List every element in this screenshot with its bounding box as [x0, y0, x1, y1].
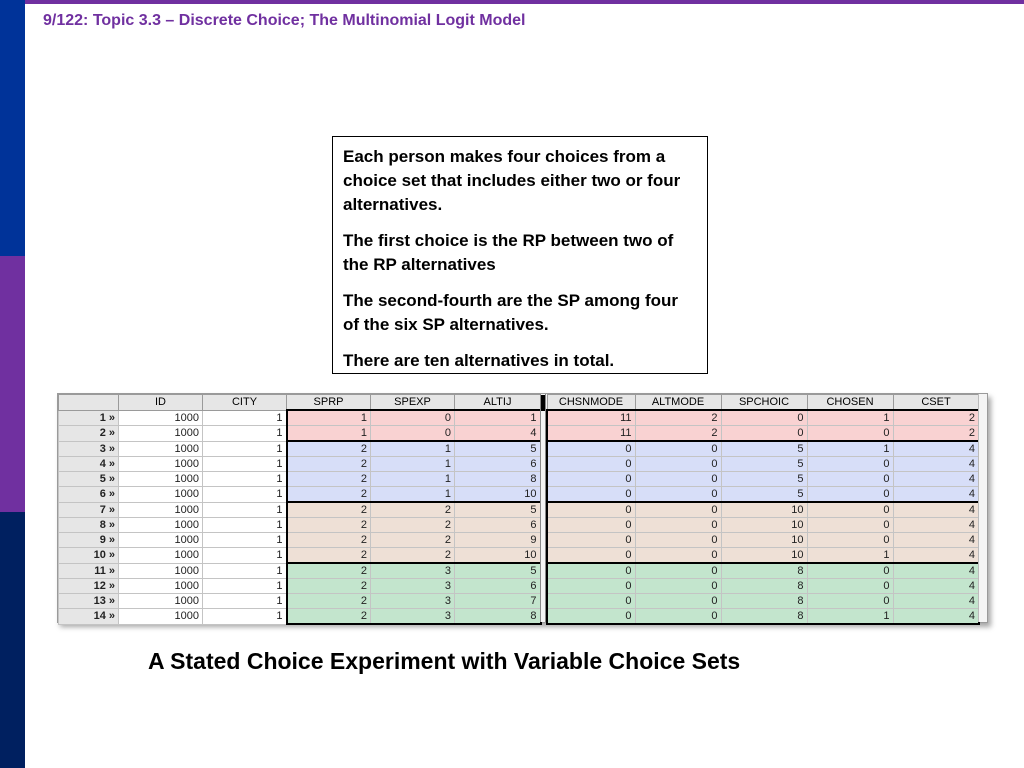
table-cell[interactable]: 3 — [371, 563, 455, 579]
table-cell[interactable]: 1000 — [119, 472, 203, 487]
table-row[interactable] — [547, 594, 979, 609]
table-cell[interactable]: 0 — [721, 410, 807, 426]
table-row[interactable] — [547, 487, 979, 503]
table-cell[interactable]: 0 — [547, 609, 635, 625]
table-cell[interactable]: 2 — [371, 518, 455, 533]
column-header[interactable]: ALTMODE — [635, 395, 721, 411]
column-header[interactable]: CHSNMODE — [547, 395, 635, 411]
slide-caption: A Stated Choice Experiment with Variable Choice Sets — [148, 648, 741, 674]
row-header[interactable]: 3 » — [59, 441, 119, 457]
table-cell[interactable]: 8 — [721, 563, 807, 579]
table-cell[interactable]: 0 — [547, 579, 635, 594]
column-header[interactable]: SPEXP — [371, 395, 455, 411]
table-row[interactable] — [59, 457, 541, 472]
table-cell[interactable]: 2 — [287, 502, 371, 518]
column-header[interactable]: SPCHOIC — [721, 395, 807, 411]
table-row[interactable] — [59, 548, 541, 564]
column-header[interactable]: ALTIJ — [455, 395, 541, 411]
table-cell[interactable]: 4 — [893, 487, 979, 503]
table-cell[interactable]: 1000 — [119, 579, 203, 594]
table-cell[interactable]: 10 — [721, 533, 807, 548]
row-header[interactable]: 9 » — [59, 533, 119, 548]
table-cell[interactable]: 4 — [893, 594, 979, 609]
table-row[interactable] — [59, 518, 541, 533]
row-header[interactable]: 6 » — [59, 487, 119, 503]
table-cell[interactable]: 8 — [721, 579, 807, 594]
table-cell[interactable]: 4 — [455, 426, 541, 442]
table-row[interactable] — [59, 487, 541, 503]
table-cell[interactable]: 5 — [721, 487, 807, 503]
table-cell[interactable]: 1000 — [119, 426, 203, 442]
table-cell[interactable]: 4 — [893, 609, 979, 625]
table-row[interactable] — [547, 548, 979, 564]
grid-corner[interactable] — [59, 395, 119, 411]
notes-box — [332, 136, 708, 374]
table-cell[interactable]: 0 — [547, 441, 635, 457]
table-cell[interactable]: 1 — [203, 594, 287, 609]
table-cell[interactable]: 8 — [721, 594, 807, 609]
row-header[interactable]: 2 » — [59, 426, 119, 442]
top-rule — [0, 0, 1024, 4]
table-cell[interactable]: 9 — [455, 533, 541, 548]
table-row[interactable] — [547, 441, 979, 457]
note-paragraph-3: The second-fourth are the SP among four of the six SP alternatives. — [343, 291, 678, 334]
table-cell[interactable]: 0 — [807, 533, 893, 548]
table-cell[interactable]: 0 — [547, 457, 635, 472]
table-cell[interactable]: 0 — [547, 472, 635, 487]
table-cell[interactable]: 0 — [547, 487, 635, 503]
table-cell[interactable]: 3 — [371, 609, 455, 625]
table-cell[interactable]: 4 — [893, 579, 979, 594]
table-cell[interactable]: 0 — [371, 426, 455, 442]
table-row[interactable] — [59, 502, 541, 518]
table-cell[interactable]: 4 — [893, 502, 979, 518]
table-cell[interactable]: 0 — [635, 518, 721, 533]
table-cell[interactable]: 1 — [203, 579, 287, 594]
table-cell[interactable]: 1000 — [119, 441, 203, 457]
table-cell[interactable]: 8 — [455, 472, 541, 487]
data-grid — [57, 393, 988, 623]
table-cell[interactable]: 2 — [287, 609, 371, 625]
table-cell[interactable]: 0 — [635, 594, 721, 609]
table-cell[interactable]: 5 — [455, 441, 541, 457]
row-header[interactable]: 5 » — [59, 472, 119, 487]
table-cell[interactable]: 0 — [807, 502, 893, 518]
table-row[interactable] — [547, 563, 979, 579]
table-row[interactable] — [547, 410, 979, 426]
table-cell[interactable]: 1 — [203, 441, 287, 457]
table-cell[interactable]: 1 — [371, 472, 455, 487]
table-cell[interactable]: 0 — [635, 609, 721, 625]
row-header[interactable]: 8 » — [59, 518, 119, 533]
table-cell[interactable]: 1 — [203, 410, 287, 426]
table-cell[interactable]: 11 — [547, 426, 635, 442]
table-cell[interactable]: 4 — [893, 441, 979, 457]
table-row[interactable] — [59, 533, 541, 548]
table-row[interactable] — [59, 426, 541, 442]
table-cell[interactable]: 10 — [721, 548, 807, 564]
column-header[interactable]: CSET — [893, 395, 979, 411]
table-row[interactable] — [547, 533, 979, 548]
table-row[interactable] — [547, 426, 979, 442]
table-cell[interactable]: 0 — [635, 441, 721, 457]
table-row[interactable] — [59, 410, 541, 426]
table-row[interactable] — [547, 518, 979, 533]
table-row[interactable] — [547, 579, 979, 594]
table-cell[interactable]: 0 — [807, 579, 893, 594]
table-cell[interactable]: 1000 — [119, 502, 203, 518]
row-header[interactable]: 13 » — [59, 594, 119, 609]
table-cell[interactable]: 5 — [721, 441, 807, 457]
table-cell[interactable]: 0 — [547, 518, 635, 533]
table-cell[interactable]: 2 — [287, 487, 371, 503]
row-header[interactable]: 14 » — [59, 609, 119, 625]
row-header[interactable]: 12 » — [59, 579, 119, 594]
table-cell[interactable]: 4 — [893, 457, 979, 472]
table-cell[interactable]: 0 — [635, 533, 721, 548]
table-row[interactable] — [547, 472, 979, 487]
side-bar-top — [0, 0, 25, 256]
table-cell[interactable]: 2 — [893, 410, 979, 426]
table-cell[interactable]: 2 — [635, 426, 721, 442]
table-cell[interactable]: 2 — [371, 533, 455, 548]
table-cell[interactable]: 1 — [203, 518, 287, 533]
table-cell[interactable]: 1 — [203, 609, 287, 625]
table-cell[interactable]: 0 — [547, 533, 635, 548]
table-cell[interactable]: 1000 — [119, 533, 203, 548]
table-cell[interactable]: 2 — [287, 594, 371, 609]
table-cell[interactable]: 1000 — [119, 410, 203, 426]
table-cell[interactable]: 0 — [807, 563, 893, 579]
table-cell[interactable]: 0 — [721, 426, 807, 442]
table-cell[interactable]: 1 — [371, 487, 455, 503]
table-row[interactable] — [59, 472, 541, 487]
column-header[interactable]: CITY — [203, 395, 287, 411]
table-cell[interactable]: 2 — [287, 472, 371, 487]
table-cell[interactable]: 0 — [807, 487, 893, 503]
data-grid-right-pane — [546, 394, 980, 625]
table-cell[interactable]: 1 — [455, 410, 541, 426]
table-cell[interactable]: 1000 — [119, 457, 203, 472]
table-cell[interactable]: 0 — [635, 548, 721, 564]
table-cell[interactable]: 8 — [721, 609, 807, 625]
table-cell[interactable]: 6 — [455, 518, 541, 533]
table-cell[interactable]: 1000 — [119, 609, 203, 625]
table-cell[interactable]: 1000 — [119, 518, 203, 533]
table-cell[interactable]: 0 — [635, 472, 721, 487]
table-cell[interactable]: 0 — [635, 579, 721, 594]
table-cell[interactable]: 1 — [287, 426, 371, 442]
table-cell[interactable]: 10 — [455, 487, 541, 503]
row-header[interactable]: 10 » — [59, 548, 119, 564]
table-cell[interactable]: 0 — [371, 410, 455, 426]
table-cell[interactable]: 1 — [371, 441, 455, 457]
table-cell[interactable]: 1 — [807, 410, 893, 426]
table-cell[interactable]: 2 — [371, 548, 455, 564]
slide-title: 9/122: Topic 3.3 – Discrete Choice; The Multinomial Logit Model — [43, 12, 526, 29]
table-cell[interactable]: 3 — [371, 579, 455, 594]
table-cell[interactable]: 2 — [287, 441, 371, 457]
table-cell[interactable]: 4 — [893, 472, 979, 487]
table-cell[interactable]: 5 — [721, 472, 807, 487]
table-cell[interactable]: 0 — [807, 457, 893, 472]
table-cell[interactable]: 5 — [455, 502, 541, 518]
table-row[interactable] — [59, 441, 541, 457]
vertical-scrollbar[interactable] — [978, 394, 987, 622]
table-cell[interactable]: 0 — [807, 472, 893, 487]
table-cell[interactable]: 2 — [287, 533, 371, 548]
table-cell[interactable]: 4 — [893, 563, 979, 579]
table-cell[interactable]: 1 — [203, 472, 287, 487]
table-cell[interactable]: 2 — [635, 410, 721, 426]
table-row[interactable] — [59, 579, 541, 594]
table-cell[interactable]: 1 — [807, 548, 893, 564]
table-cell[interactable]: 1 — [203, 502, 287, 518]
table-cell[interactable]: 4 — [893, 533, 979, 548]
table-cell[interactable]: 10 — [721, 502, 807, 518]
data-grid-left-pane — [58, 394, 542, 625]
table-row[interactable] — [547, 502, 979, 518]
table-cell[interactable]: 5 — [721, 457, 807, 472]
row-header[interactable]: 7 » — [59, 502, 119, 518]
table-cell[interactable]: 0 — [807, 426, 893, 442]
table-row[interactable] — [547, 457, 979, 472]
row-header[interactable]: 11 » — [59, 563, 119, 579]
table-cell[interactable]: 4 — [893, 548, 979, 564]
note-paragraph-1: Each person makes four choices from a choice set that includes either two or four alternatives. — [343, 147, 681, 214]
table-cell[interactable]: 1000 — [119, 487, 203, 503]
table-cell[interactable]: 0 — [635, 563, 721, 579]
table-cell[interactable]: 0 — [807, 518, 893, 533]
table-cell[interactable]: 4 — [893, 518, 979, 533]
table-cell[interactable]: 7 — [455, 594, 541, 609]
table-cell[interactable]: 2 — [287, 548, 371, 564]
table-cell[interactable]: 1 — [287, 410, 371, 426]
table-cell[interactable]: 1 — [203, 457, 287, 472]
column-header[interactable]: CHOSEN — [807, 395, 893, 411]
table-cell[interactable]: 0 — [547, 502, 635, 518]
table-cell[interactable]: 1 — [203, 533, 287, 548]
table-cell[interactable]: 2 — [371, 502, 455, 518]
side-bar — [0, 0, 25, 768]
table-cell[interactable]: 11 — [547, 410, 635, 426]
table-row[interactable] — [547, 609, 979, 625]
table-cell[interactable]: 10 — [455, 548, 541, 564]
table-cell[interactable]: 8 — [455, 609, 541, 625]
table-cell[interactable]: 0 — [547, 594, 635, 609]
table-cell[interactable]: 2 — [287, 518, 371, 533]
table-cell[interactable]: 1 — [807, 441, 893, 457]
row-header[interactable]: 1 » — [59, 410, 119, 426]
table-cell[interactable]: 1 — [807, 609, 893, 625]
table-cell[interactable]: 1000 — [119, 594, 203, 609]
table-cell[interactable]: 1 — [203, 548, 287, 564]
table-row[interactable] — [59, 563, 541, 579]
table-cell[interactable]: 2 — [287, 579, 371, 594]
table-cell[interactable]: 6 — [455, 579, 541, 594]
row-header[interactable]: 4 » — [59, 457, 119, 472]
table-cell[interactable]: 1 — [371, 457, 455, 472]
table-cell[interactable]: 0 — [807, 594, 893, 609]
table-cell[interactable]: 1000 — [119, 548, 203, 564]
note-paragraph-2: The first choice is the RP between two of the RP alternatives — [343, 231, 674, 274]
pane-splitter-handle[interactable] — [541, 395, 545, 411]
column-header[interactable]: SPRP — [287, 395, 371, 411]
table-cell[interactable]: 2 — [287, 457, 371, 472]
table-cell[interactable]: 1 — [203, 563, 287, 579]
table-cell[interactable]: 1000 — [119, 563, 203, 579]
table-row[interactable] — [59, 594, 541, 609]
table-cell[interactable]: 2 — [287, 563, 371, 579]
column-header[interactable]: ID — [119, 395, 203, 411]
table-cell[interactable]: 3 — [371, 594, 455, 609]
side-bar-middle — [0, 256, 25, 512]
table-cell[interactable]: 0 — [635, 502, 721, 518]
table-cell[interactable]: 10 — [721, 518, 807, 533]
table-cell[interactable]: 6 — [455, 457, 541, 472]
table-cell[interactable]: 0 — [635, 487, 721, 503]
side-bar-bottom — [0, 512, 25, 768]
table-cell[interactable]: 5 — [455, 563, 541, 579]
table-cell[interactable]: 0 — [547, 548, 635, 564]
note-paragraph-4: There are ten alternatives in total. — [343, 351, 615, 370]
table-cell[interactable]: 1 — [203, 426, 287, 442]
table-cell[interactable]: 2 — [893, 426, 979, 442]
table-cell[interactable]: 0 — [635, 457, 721, 472]
table-cell[interactable]: 1 — [203, 487, 287, 503]
table-cell[interactable]: 0 — [547, 563, 635, 579]
table-row[interactable] — [59, 609, 541, 625]
